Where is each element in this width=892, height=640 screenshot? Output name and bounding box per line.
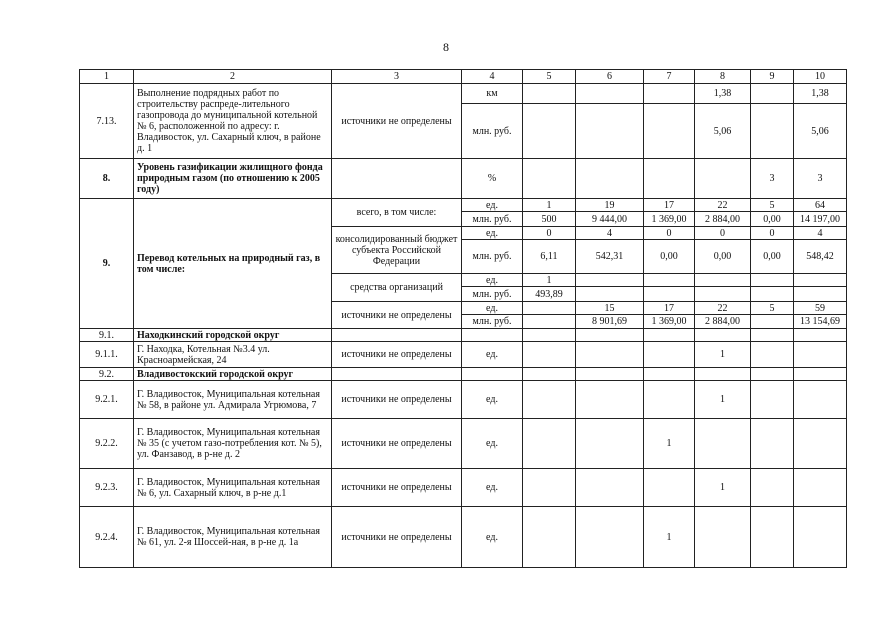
unit-cell: ед. <box>462 507 523 568</box>
row-source: источники не определены <box>332 419 462 469</box>
unit-cell: % <box>462 159 523 199</box>
funding-label: средства организаций <box>332 274 462 302</box>
row-source: источники не определены <box>332 84 462 159</box>
table-row <box>80 329 847 342</box>
col-header: 6 <box>576 70 644 84</box>
value-cell: 1 369,00 <box>644 315 695 329</box>
value-cell: 1 <box>644 507 695 568</box>
unit-cell: ед. <box>462 469 523 507</box>
value-cell: 0,00 <box>751 212 794 227</box>
col-header: 10 <box>794 70 847 84</box>
value-cell: 22 <box>695 302 751 315</box>
unit-cell: ед. <box>462 381 523 419</box>
value-cell: 5,06 <box>695 104 751 159</box>
row-number: 9.2.3. <box>80 469 134 507</box>
value-cell: 493,89 <box>523 287 576 302</box>
row-source: источники не определены <box>332 507 462 568</box>
table-row <box>80 159 847 199</box>
col-header: 9 <box>751 70 794 84</box>
row-name: Уровень газификации жилищного фонда природным газом (по отношению к 2005 году) <box>134 159 332 199</box>
row-source: источники не определены <box>332 469 462 507</box>
value-cell: 4 <box>576 227 644 240</box>
value-cell: 0,00 <box>751 240 794 274</box>
row-name: Находкинский городской округ <box>134 329 332 342</box>
value-cell: 4 <box>794 227 847 240</box>
table-row <box>80 469 847 507</box>
table-row <box>80 342 847 368</box>
row-number: 9.2.2. <box>80 419 134 469</box>
row-name: Г. Владивосток, Муниципальная котельная № 58, в районе ул. Адмирала Угрюмова, 7 <box>134 381 332 419</box>
value-cell: 17 <box>644 199 695 212</box>
value-cell: 0 <box>644 227 695 240</box>
unit-cell: ед. <box>462 199 523 212</box>
page-number: 8 <box>443 40 449 54</box>
value-cell: 22 <box>695 199 751 212</box>
value-cell: 1,38 <box>695 84 751 104</box>
table-row <box>80 507 847 568</box>
row-number: 9.1. <box>80 329 134 342</box>
value-cell: 1 369,00 <box>644 212 695 227</box>
table-row <box>80 381 847 419</box>
value-cell: 1 <box>695 342 751 368</box>
unit-cell: ед. <box>462 274 523 287</box>
value-cell: 0 <box>695 227 751 240</box>
value-cell: 548,42 <box>794 240 847 274</box>
row-source: источники не определены <box>332 342 462 368</box>
value-cell: 542,31 <box>576 240 644 274</box>
value-cell: 17 <box>644 302 695 315</box>
value-cell: 5 <box>751 199 794 212</box>
program-table <box>79 69 847 568</box>
col-header: 5 <box>523 70 576 84</box>
value-cell: 8 901,69 <box>576 315 644 329</box>
value-cell: 13 154,69 <box>794 315 847 329</box>
row-name: Г. Владивосток, Муниципальная котельная № 61, ул. 2-я Шоссей-ная, в р-не д. 1а <box>134 507 332 568</box>
row-number: 9. <box>80 199 134 329</box>
row-name: Г. Владивосток, Муниципальная котельная № 6, ул. Сахарный ключ, в р-не д.1 <box>134 469 332 507</box>
value-cell: 1 <box>644 419 695 469</box>
row-name: Выполнение подрядных работ по строительству распреде-лительного газопровода до муниципальной котельной № 6, расположенной по адресу: г. Владивосток, ул. Сахарный ключ, в районе д. 1 <box>134 84 332 159</box>
unit-cell: ед. <box>462 419 523 469</box>
value-cell: 0,00 <box>695 240 751 274</box>
funding-label: всего, в том числе: <box>332 199 462 227</box>
row-name: Владивостокский городской округ <box>134 368 332 381</box>
col-header: 1 <box>80 70 134 84</box>
row-number: 9.1.1. <box>80 342 134 368</box>
funding-label: источники не определены <box>332 302 462 329</box>
col-header: 4 <box>462 70 523 84</box>
unit-cell: млн. руб. <box>462 104 523 159</box>
value-cell: 2 884,00 <box>695 212 751 227</box>
value-cell: 59 <box>794 302 847 315</box>
unit-cell: ед. <box>462 302 523 315</box>
value-cell: 64 <box>794 199 847 212</box>
value-cell: 5 <box>751 302 794 315</box>
col-header: 7 <box>644 70 695 84</box>
value-cell: 14 197,00 <box>794 212 847 227</box>
row-number: 9.2.1. <box>80 381 134 419</box>
row-number: 7.13. <box>80 84 134 159</box>
row-number: 8. <box>80 159 134 199</box>
unit-cell: млн. руб. <box>462 315 523 329</box>
unit-cell: млн. руб. <box>462 287 523 302</box>
col-header: 3 <box>332 70 462 84</box>
value-cell: 0,00 <box>644 240 695 274</box>
value-cell: 1,38 <box>794 84 847 104</box>
value-cell: 2 884,00 <box>695 315 751 329</box>
table-row <box>80 419 847 469</box>
funding-label: консолидированный бюджет субъекта Российской Федерации <box>332 227 462 274</box>
unit-cell: ед. <box>462 342 523 368</box>
header-row <box>80 70 847 84</box>
value-cell: 500 <box>523 212 576 227</box>
table-row <box>80 84 847 104</box>
unit-cell: км <box>462 84 523 104</box>
value-cell: 19 <box>576 199 644 212</box>
value-cell: 0 <box>523 227 576 240</box>
value-cell: 3 <box>794 159 847 199</box>
unit-cell: млн. руб. <box>462 240 523 274</box>
row-number: 9.2.4. <box>80 507 134 568</box>
row-number: 9.2. <box>80 368 134 381</box>
value-cell: 3 <box>751 159 794 199</box>
value-cell: 1 <box>695 469 751 507</box>
unit-cell: млн. руб. <box>462 212 523 227</box>
row-name: Перевод котельных на природный газ, в том числе: <box>134 199 332 329</box>
value-cell: 1 <box>523 274 576 287</box>
value-cell: 15 <box>576 302 644 315</box>
value-cell: 9 444,00 <box>576 212 644 227</box>
value-cell: 6,11 <box>523 240 576 274</box>
unit-cell: ед. <box>462 227 523 240</box>
col-header: 8 <box>695 70 751 84</box>
table-row <box>80 199 847 212</box>
col-header: 2 <box>134 70 332 84</box>
value-cell: 1 <box>523 199 576 212</box>
row-name: Г. Владивосток, Муниципальная котельная № 35 (с учетом газо-потребления кот. № 5), ул. Фанзавод, в р-не д. 2 <box>134 419 332 469</box>
value-cell: 5,06 <box>794 104 847 159</box>
value-cell: 1 <box>695 381 751 419</box>
table-row <box>80 368 847 381</box>
row-name: Г. Находка, Котельная №3.4 ул. Красноармейская, 24 <box>134 342 332 368</box>
value-cell: 0 <box>751 227 794 240</box>
row-source: источники не определены <box>332 381 462 419</box>
